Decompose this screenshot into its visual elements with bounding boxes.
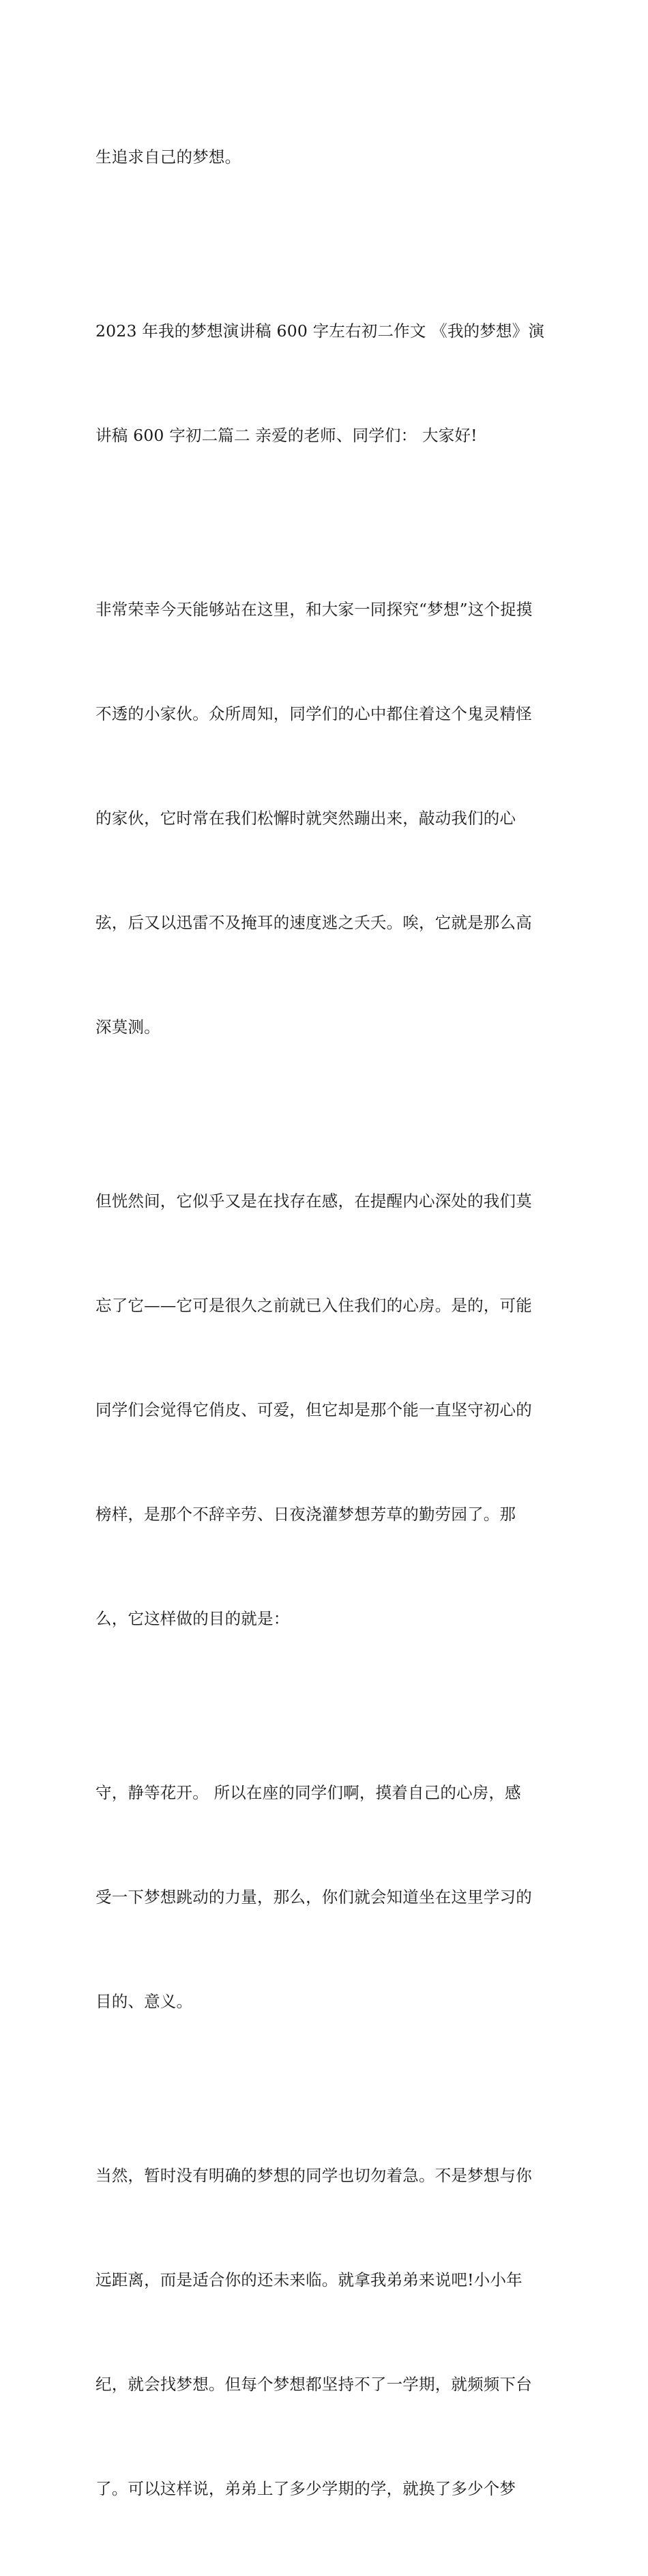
text-line: 远距离，而是适合你的还未来临。就拿我弟弟来说吧!小小年 <box>95 2270 522 2289</box>
paragraph-5 <box>95 1706 559 2089</box>
text-line: 弦，后又以迅雷不及掩耳的速度逃之夭夭。唉，它就是那么高 <box>95 913 532 932</box>
paragraph-4 <box>95 1114 559 1706</box>
text-line: 纪，就会找梦想。但每个梦想都坚持不了一学期，就频频下台 <box>95 2375 532 2394</box>
text-line: 2023 年我的梦想演讲稿 600 字左右初二作文 《我的梦想》演 <box>95 321 545 341</box>
text-line: 目的、意义。 <box>95 1992 193 2011</box>
text-line: 守，静等花开。 所以在座的同学们啊，摸着自己的心房，感 <box>95 1783 521 1802</box>
text-line: 不透的小家伙。众所周知，同学们的心中都住着这个鬼灵精怪 <box>95 704 532 723</box>
text-line: 忘了它——它可是很久之前就已入住我们的心房。是的，可能 <box>95 1296 532 1315</box>
paragraph-3 <box>95 523 559 1114</box>
text-line: 的家伙，它时常在我们松懈时就突然蹦出来，敲动我们的心 <box>95 809 516 828</box>
text-line: 非常荣幸今天能够站在这里，和大家一同探究“梦想”这个捉摸 <box>95 600 533 619</box>
text-line: 生追求自己的梦想。 <box>95 147 241 167</box>
text-line: 深莫测。 <box>95 1017 160 1037</box>
text-line: 但恍然间，它似乎又是在找存在感，在提醒内心深处的我们莫 <box>95 1191 532 1211</box>
text-line: 榜样，是那个不辞辛劳、日夜浇灌梦想芳草的勤劳园了。那 <box>95 1505 516 1524</box>
text-line: 受一下梦想跳动的力量，那么，你们就会知道坐在这里学习的 <box>95 1887 532 1907</box>
text-line: 么，它这样做的目的就是： <box>95 1609 290 1628</box>
text-line: 当然，暂时没有明确的梦想的同学也切勿着急。不是梦想与你 <box>95 2166 532 2185</box>
paragraph-2 <box>95 244 559 523</box>
text-line: 同学们会觉得它俏皮、可爱，但它却是那个能一直坚守初心的 <box>95 1400 532 1419</box>
paragraph-1 <box>95 70 559 244</box>
document-body <box>95 70 559 2576</box>
text-line: 了。可以这样说，弟弟上了多少学期的学，就换了多少个梦 <box>95 2479 516 2498</box>
paragraph-6 <box>95 2089 559 2576</box>
text-line: 讲稿 600 字初二篇二 亲爱的老师、同学们： 大家好! <box>95 426 477 445</box>
